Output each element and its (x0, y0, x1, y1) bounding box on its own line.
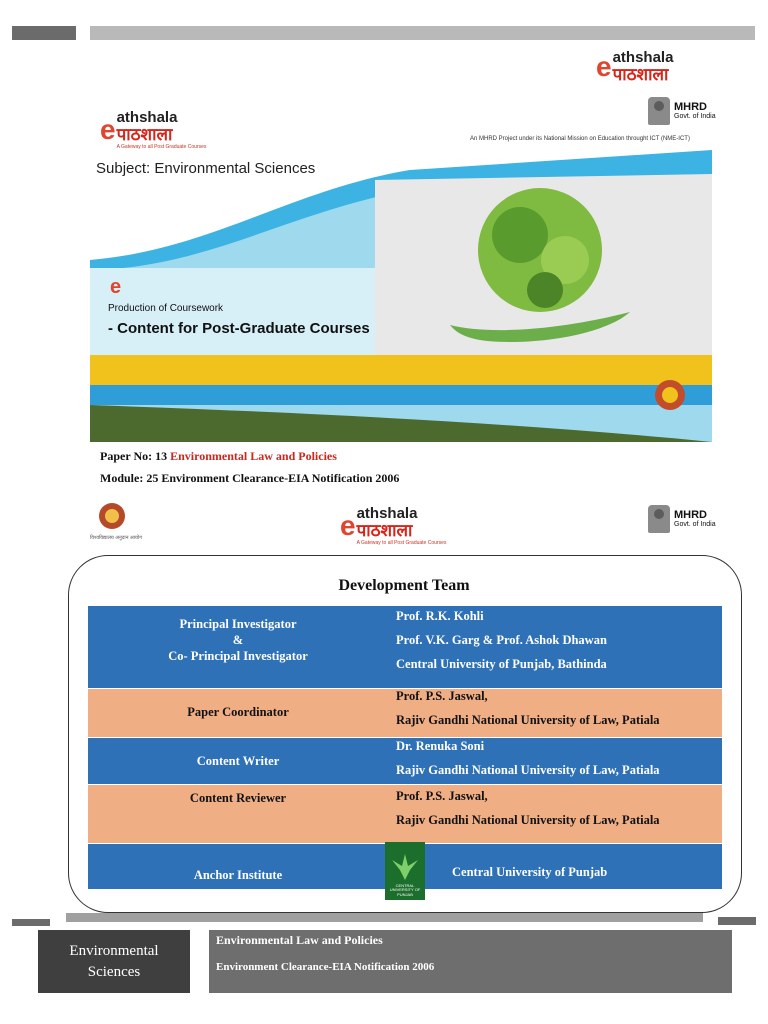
team-row-pi (88, 606, 722, 688)
member-affiliation: Rajiv Gandhi National University of Law, Patiala (396, 763, 660, 777)
mhrd-project-caption: An MHRD Project under its National Mission on Education throught ICT (NME-ICT) (470, 136, 690, 142)
mhrd-title: MHRD (674, 101, 707, 113)
team-title: Development Team (338, 577, 470, 594)
footer-bar-right (718, 917, 756, 925)
epathshala-e-icon: e (340, 510, 356, 541)
member-affiliation: Rajiv Gandhi National University of Law, Patiala (396, 713, 660, 727)
role-label: Principal Investigator (179, 617, 297, 631)
footer-bar-mid (66, 913, 703, 922)
header-bar-light (90, 26, 755, 40)
epathshala-e-icon: e (596, 50, 612, 82)
member-affiliation: Rajiv Gandhi National University of Law, Patiala (396, 813, 660, 827)
ugc-seal-icon (94, 502, 130, 532)
member-name: Prof. P.S. Jaswal, (396, 789, 488, 803)
paper-title: Environmental Law and Policies (170, 449, 337, 463)
epathshala-logo-banner (100, 110, 206, 150)
epathshala-e-icon: e (100, 114, 116, 145)
cup-logo-icon (385, 842, 425, 900)
content-text: - Content for Post-Graduate Courses (108, 320, 370, 337)
role-label: Content Reviewer (189, 791, 287, 805)
logo-hindi: पाठशाला (612, 65, 669, 84)
role-label: Content Writer (196, 754, 280, 768)
footer-subject-text: Environmental Sciences (69, 942, 159, 980)
mhrd-title: MHRD (674, 509, 707, 521)
role-label: Co- Principal Investigator (168, 649, 308, 663)
mhrd-logo-top (648, 97, 716, 125)
footer-paper: Environmental Law and Policies (216, 933, 383, 947)
mhrd-sub: Govt. of India (674, 521, 716, 528)
member-affiliation: Central University of Punjab (452, 865, 608, 879)
member-name: Prof. P.S. Jaswal, (396, 689, 488, 703)
member-name: Prof. R.K. Kohli (396, 609, 484, 623)
ugc-label: विश्वविद्यालय अनुदान आयोग (90, 535, 143, 541)
team-row-reviewer (88, 785, 722, 843)
member-name: Prof. V.K. Garg & Prof. Ashok Dhawan (396, 633, 607, 647)
logo-tagline: A Gateway to all Post Graduate Courses (116, 144, 207, 150)
epathshala-logo-strip (340, 506, 446, 546)
footer-module: Environment Clearance-EIA Notification 2006 (216, 961, 435, 973)
logo-english: athshala (612, 49, 674, 66)
epathshala-e-icon: e (110, 276, 122, 298)
paper-number: Paper No: 13 (100, 449, 168, 463)
epathshala-logo-top (596, 50, 673, 83)
logo-english: athshala (116, 109, 178, 126)
logo-english: athshala (356, 505, 418, 522)
national-emblem-icon (648, 97, 670, 125)
role-label: Paper Coordinator (187, 705, 289, 719)
mhrd-sub: Govt. of India (674, 113, 716, 120)
footer-subject (38, 930, 190, 993)
team-row-anchor (88, 844, 722, 897)
paper-number-line (100, 449, 337, 464)
header-bar-dark (12, 26, 76, 40)
module-line: Module: 25 Environment Clearance-EIA Notification 2006 (100, 471, 400, 485)
member-affiliation: Central University of Punjab, Bathinda (396, 657, 607, 671)
cup-logo-text: CENTRAL UNIVERSITY OF PUNJAB (389, 882, 421, 897)
role-label: & (232, 633, 244, 647)
mhrd-logo-strip (648, 505, 716, 533)
team-row-writer (88, 738, 722, 784)
course-banner (90, 150, 712, 442)
role-label: Anchor Institute (193, 868, 283, 882)
footer-bar-left (12, 919, 50, 926)
logo-hindi: पाठशाला (356, 521, 413, 540)
logo-tagline: A Gateway to all Post Graduate Courses (356, 540, 447, 546)
logo-hindi: पाठशाला (116, 125, 173, 144)
member-name: Dr. Renuka Soni (396, 739, 485, 753)
team-row-coordinator (88, 689, 722, 737)
subject-title: Subject: Environmental Sciences (96, 160, 316, 177)
national-emblem-icon (648, 505, 670, 533)
production-text: Production of Coursework (108, 303, 224, 314)
